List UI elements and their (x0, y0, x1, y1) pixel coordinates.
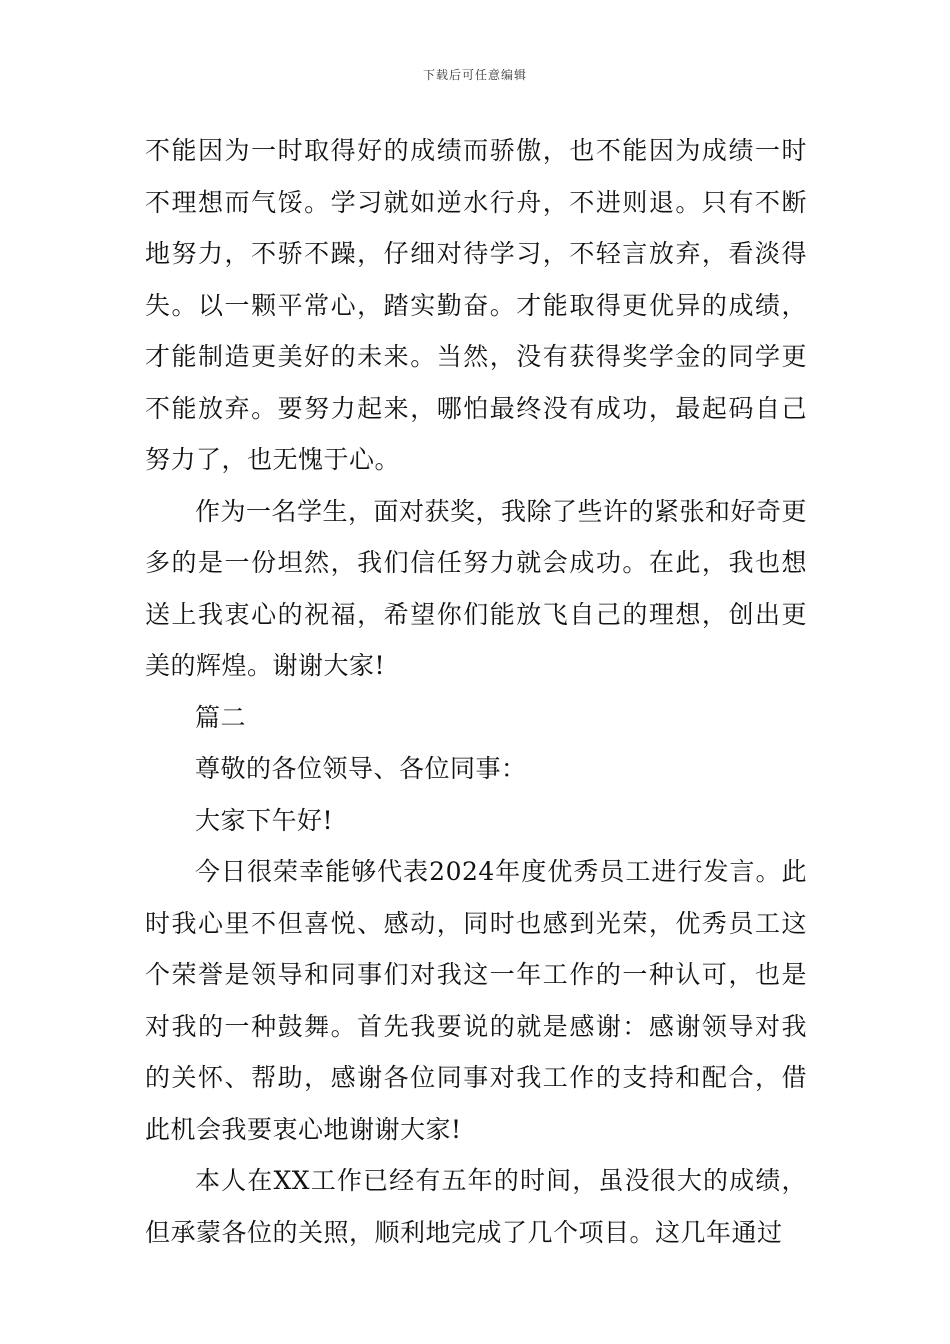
paragraph-1: 不能因为一时取得好的成绩而骄傲，也不能因为成绩一时不理想而气馁。学习就如逆水行舟，不进则退。只有不断地努力，不骄不躁，仔细对待学习，不轻言放弃，看淡得失。以一颗平常心，踏实勤奋。才能取得更优异的成绩，才能制造更美好的未来。当然，没有获得奖学金的同学更不能放弃。要努力起来，哪怕最终没有成功，最起码自己努力了，也无愧于心。 (145, 136, 807, 474)
document-body (145, 125, 807, 1258)
section-heading: 篇二 (195, 702, 247, 732)
salutation: 尊敬的各位领导、各位同事： (195, 754, 527, 783)
paragraph-2: 作为一名学生，面对获奖，我除了些许的紧张和好奇更多的是一份坦然，我们信任努力就会成功。在此，我也想送上我衷心的祝福，希望你们能放飞自己的理想，创出更美的辉煌。谢谢大家! (145, 496, 808, 680)
header-note: 下载后可任意编辑 (422, 68, 527, 82)
paragraph-4: 本人在XX工作已经有五年的时间，虽没很大的成绩，但承蒙各位的关照，顺利地完成了几个项目。这几年通过 (145, 1166, 807, 1247)
paragraph-3: 今日很荣幸能够代表2024年度优秀员工进行发言。此时我心里不但喜悦、感动，同时也感到光荣，优秀员工这个荣誉是领导和同事们对我这一年工作的一种认可，也是对我的一种鼓舞。首先我要说的就是感谢：感谢领导对我的关怀、帮助，感谢各位同事对我工作的支持和配合，借此机会我要衷心地谢谢大家! (145, 857, 807, 1144)
greeting: 大家下午好! (195, 805, 334, 835)
